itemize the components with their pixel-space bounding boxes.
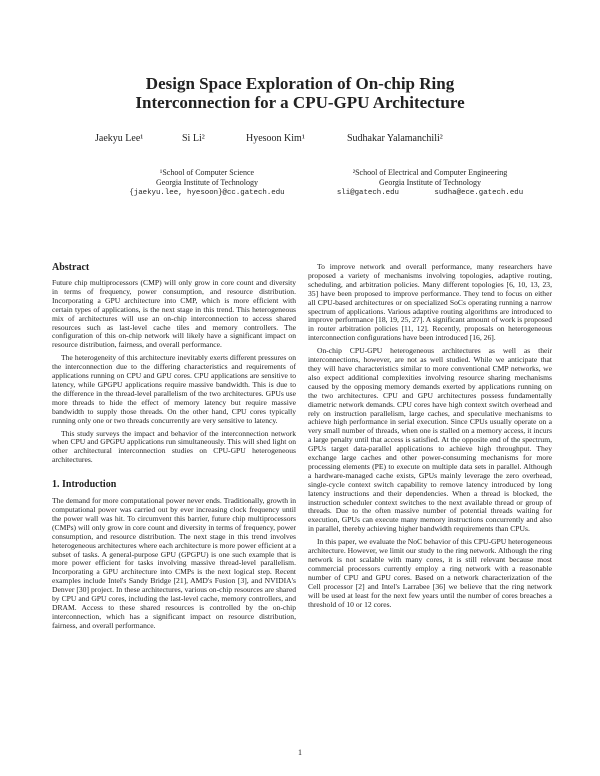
affiliation-school: ²School of Electrical and Computer Engineering [352,168,508,177]
abstract-paragraph: The heterogeneity of this architecture inevitably exerts different pressures on the interconnection due to the differing characteristics and requirements of applications running on CPU and GPU cores. CPU applications are sensitive to latency, while GPGPU applications require massive bandwidth. This is due to the difference in the thread-level parallelism of the two architectures. GPUs use more threads to hide the effect of memory latency but require massive bandwidth to supply those threads. On the other hand, CPU cores typically running only one or two threads concurrently are very sensitive to latency. [52,353,296,425]
author-name: Si Li² [182,133,205,144]
affiliation-institute: Georgia Institute of Technology [378,178,481,187]
affiliation-email: sli@gatech.edu sudha@ece.gatech.edu [336,189,524,197]
affiliation-1 [82,168,332,198]
abstract-heading: Abstract [52,262,90,273]
left-column [52,262,296,635]
title-line-2: Interconnection for a CPU-GPU Architecture [135,93,465,112]
body-paragraph: On-chip CPU-GPU heterogeneous architectures as well as their interconnections, however, are not as well studied. While we anticipate that they will have characteristics similar to more conventional CMP networks, we also expect additional complexities involving resource sharing mechanisms caused by the opposing memory demands exerted by applications running on the two architectures. CPU and GPU architectures possess fundamentally diametric network demands. CPU cores have high context switch overhead and rely on instruction parallelism, large caches, and speculative mechanisms to achieve high performance in serial execution. Since CPUs usually operate on a very small number of threads, when one is stalled on a memory access, it incurs a large penalty until that access is satisfied. At the opposite end of the spectrum, GPUs target data-parallel applications to achieve high throughput. They exchange large caches and other power-consuming mechanisms for more processing elements (PE) to execute on multiple data sets in parallel. Although a hardware-managed cache exists, GPUs mainly leverage the zero overhead, single-cycle context switch capability to remove latency introduced by long latency instructions and their dependencies. When a thread is blocked, the instruction scheduler context switches to the next available thread or group of threads. Due to the often massive number of potential threads waiting for execution, GPUs can execute many memory instructions concurrently and also in parallel, thereby achieving higher bandwidth requirements than CPUs. [308,346,552,534]
body-paragraph: In this paper, we evaluate the NoC behavior of this CPU-GPU heterogeneous architecture. However, we limit our study to the ring network. Although the ring network is not scalable with many cores, it is still relevant because most commercial processors currently employ a ring network with a reasonable number of CPU and GPU cores. Based on a network characterization of the Cell processor [2] and Intel's Larrabee [36] we believe that the ring network will be used at least for the next few years until the number of cores breaches a threshold of 10 or 12 cores. [308,537,552,609]
affiliation-2 [305,168,555,198]
abstract-paragraph: This study surveys the impact and behavior of the interconnection network when CPU and GPGPU applications run simultaneously. This will shed light on other architectural interconnection studies on CPU-GPU heterogeneous architectures. [52,428,296,465]
page-number: 1 [298,748,302,757]
abstract-paragraph: Future chip multiprocessors (CMP) will only grow in core count and diversity in terms of frequency, power consumption, and resource distribution. Incorporating a GPU architecture into CMP, which is more efficient with certain types of applications, is the next stage in this trend. This heterogeneous mix of architectures will use an on-chip interconnection to access shared resources such as last-level cache tiles and memory controllers. The configuration of this on-chip network will likely have a significant impact on resource distribution, fairness, and overall performance. [52,278,296,350]
author-name: Hyesoon Kim¹ [246,133,305,144]
body-paragraph: The demand for more computational power never ends. Traditionally, growth in computational power was carried out by ever increasing clock frequency until the power wall was hit. To circumvent this barrier, future chip multiprocessors (CMPs) will only grow in core count and diversity in terms of frequency, power consumption, and resource distribution. The next stage in this trend involves heterogeneous architectures where each architecture is more power efficient at a subset of tasks. A general-purpose GPU (GPGPU) is one such example that is more power efficient for tasks involving massive thread-level parallelism. Incorporating a GPU architecture into CMPs is the next logical step. Recent examples include Intel's Sandy Bridge [21], AMD's Fusion [3], and NVIDIA's Denver [30] project. In these architectures, various on-chip resources are shared by CPU and GPU cores, including the last-level cache, memory controllers, and DRAM. Access to these shared resources is controlled by the on-chip interconnection, which has a significant impact on resource distribution, fairness, and overall performance. [52,496,296,630]
author-name: Sudhakar Yalamanchili² [347,133,443,144]
introduction-heading: 1. Introduction [52,479,117,491]
affiliation-institute: Georgia Institute of Technology [155,178,258,187]
affiliation-email: {jaekyu.lee, hyesoon}@cc.gatech.edu [129,189,285,197]
right-column [308,263,552,613]
paper-title [0,74,600,112]
body-paragraph: To improve network and overall performance, many researchers have proposed a variety of mechanisms involving topologies, adaptive routing, scheduling, and arbitration policies. Many different topologies [6, 10, 13, 23, 35] have been proposed to improve performance. They tend to focus on either all CPU-based architectures or on specialized SoCs operating running a narrow spectrum of applications. Various adaptive routing algorithms are introduced to improve performance [18, 19, 25, 27]. A significant amount of work is proposed in router arbitration policies [11, 12]. Recently, proposals on heterogeneous interconnection configurations have been introduced [16, 26]. [308,262,552,343]
affiliation-school: ¹School of Computer Science [159,168,255,177]
author-name: Jaekyu Lee¹ [95,133,144,144]
title-line-1: Design Space Exploration of On-chip Ring [145,74,455,93]
